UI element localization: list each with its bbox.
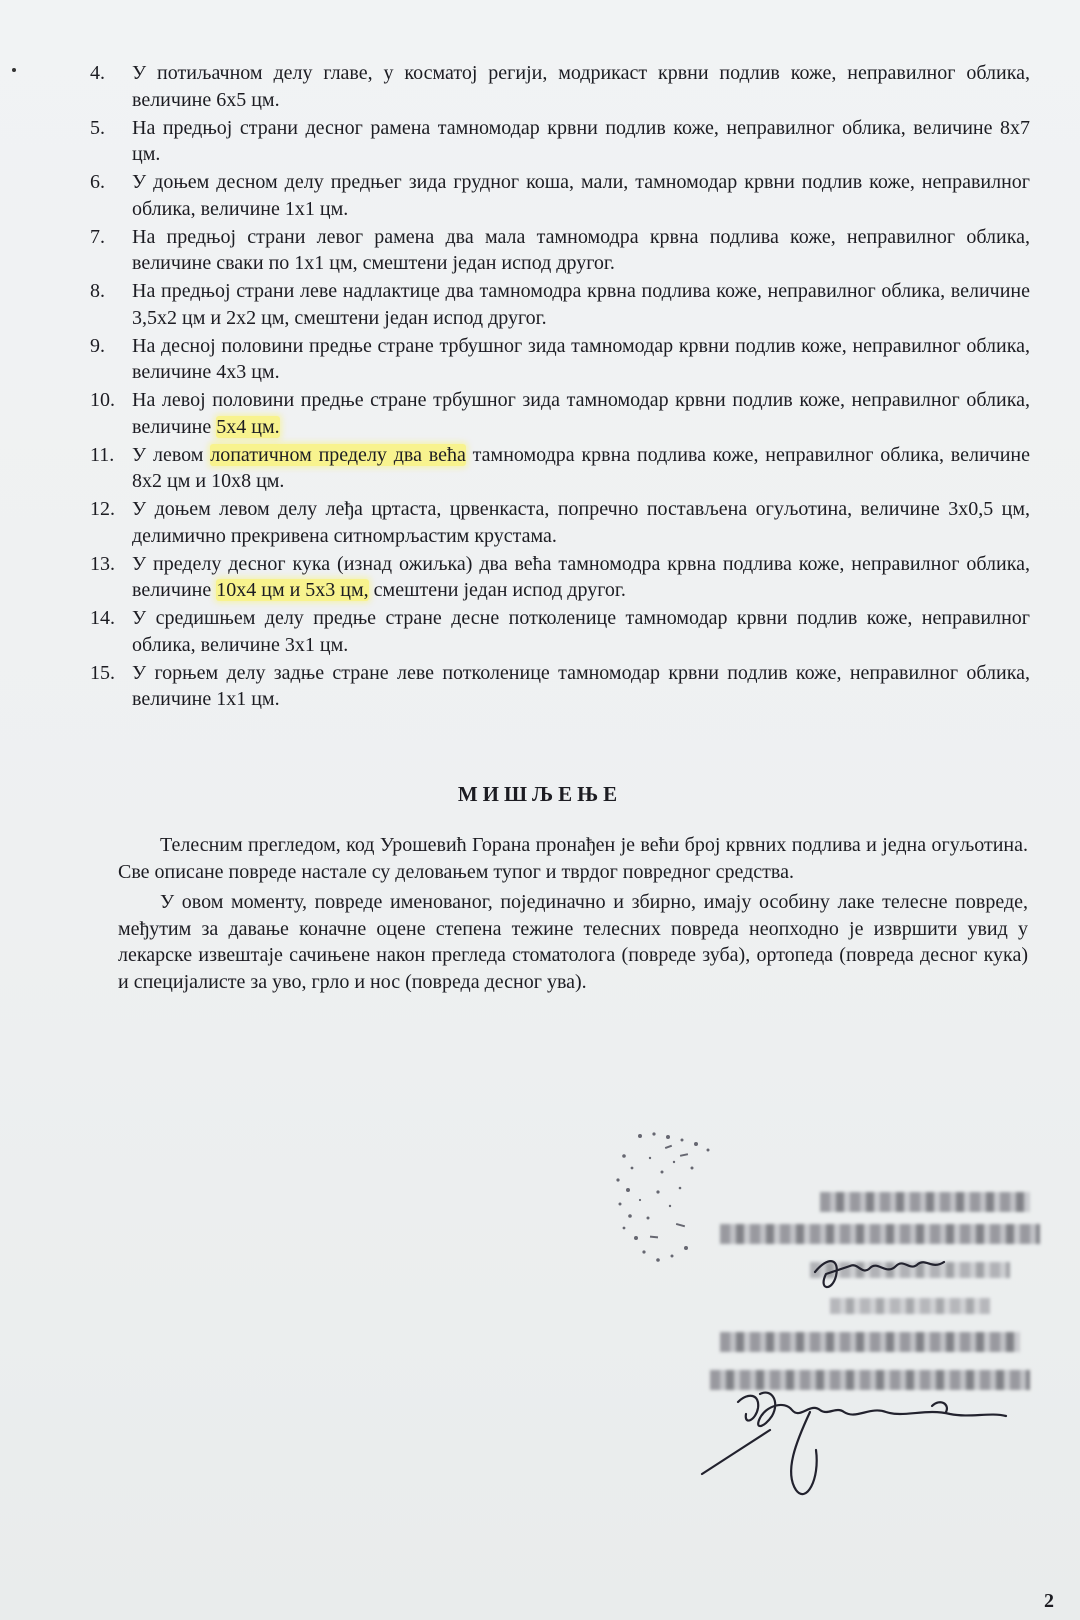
finding-text: На десној половини предње стране трбушног зида тамномодар крвни подлив коже, неправилног облика, величине 4х3 цм. — [132, 334, 1030, 383]
finding-item — [90, 551, 1030, 604]
highlighted-text: лопатичном пределу два већа — [210, 443, 466, 466]
finding-number: 12. — [90, 498, 115, 520]
finding-number: 14. — [90, 607, 115, 629]
finding-text: У потиљачном делу главе, у косматој регији, модрикаст крвни подлив коже, неправилног облика, величине 6х5 цм. — [132, 62, 1030, 111]
finding-number: 9. — [90, 334, 105, 357]
finding-text: У доњем десном делу предњег зида грудног коша, мали, тамномодар крвни подлив коже, неправилног облика, величине 1х1 цм. — [132, 171, 1030, 220]
finding-text: У пределу десног кука (изнад ожиљка) два већа тамномодра крвна подлива коже, неправилног облика, величине 10х4 цм и 5х3 цм, смештени један испод другог. — [132, 552, 1030, 601]
finding-number: 13. — [90, 552, 115, 575]
finding-item — [90, 333, 1030, 386]
finding-item — [90, 224, 1030, 277]
finding-text: На предњој страни леве надлактице два тамномодра крвна подлива коже, неправилног облика, величине 3,5х2 цм и 2х2 цм, смештени један испод другог. — [132, 280, 1030, 329]
finding-item — [90, 442, 1030, 495]
finding-text: У горњем делу задње стране леве потколенице тамномодар крвни подлив коже, неправилног облика, величине 1х1 цм. — [132, 661, 1030, 710]
opinion-heading: МИШЉЕЊЕ — [457, 782, 623, 806]
finding-item — [90, 169, 1030, 222]
finding-number: 6. — [90, 171, 105, 193]
finding-text: На предњој страни левог рамена два мала тамномодра крвна подлива коже, неправилног облика, величине сваки по 1х1 цм, смештени један испод другог. — [132, 225, 1030, 274]
finding-text: На левој половини предње стране трбушног зида тамномодар крвни подлив коже, неправилног облика, величине 5х4 цм. — [132, 389, 1030, 438]
finding-number: 11. — [90, 443, 115, 466]
finding-number: 8. — [90, 280, 105, 302]
finding-item — [90, 115, 1030, 168]
finding-item — [90, 496, 1030, 549]
opinion-section — [118, 832, 1028, 999]
handwritten-signature — [700, 1180, 1060, 1510]
finding-item — [90, 660, 1030, 713]
finding-number: 4. — [90, 62, 105, 84]
page-number: 2 — [1044, 1590, 1054, 1612]
finding-item — [90, 60, 1030, 113]
finding-number: 15. — [90, 661, 115, 684]
finding-item — [90, 278, 1030, 331]
findings-list — [90, 60, 1030, 714]
finding-text: На предњој страни десног рамена тамномодар крвни подлив коже, неправилног облика, величине 8х7 цм. — [132, 116, 1030, 165]
finding-number: 5. — [90, 116, 105, 139]
opinion-paragraph: У овом моменту, повреде именованог, појединачно и збирно, имају особину лаке телесне повреде, међутим за давање коначне оцене степена тежине телесних повреда неопходно је извршити увид у лекарске извештаје сачињене након прегледа стоматолога (повреде зуба), ортопеда (повреда десног кука) и специјалисте за уво, грло и нос (повреда десног ува). — [118, 891, 1028, 993]
opinion-paragraph: Телесним прегледом, код Урошевић Горана пронађен је већи број крвних подлива и једна огуљотина. Све описане повреде настале су деловањем тупог и тврдог повредног средства. — [118, 834, 1028, 883]
finding-text: У средишњем делу предње стране десне потколенице тамномодар крвни подлив коже, неправилног облика, величине 3х1 цм. — [132, 607, 1030, 656]
finding-number: 7. — [90, 225, 105, 248]
highlighted-text: 5х4 цм. — [216, 415, 280, 438]
signature-block — [700, 1180, 1060, 1510]
finding-text: У доњем левом делу леђа цртаста, црвенкаста, попречно постављена огуљотина, величине 3х0,5 цм, делимично прекривена ситномрљастим крустама. — [132, 498, 1030, 547]
finding-number: 10. — [90, 389, 115, 411]
highlighted-text: 10х4 цм и 5х3 цм, — [216, 579, 369, 601]
finding-item — [90, 387, 1030, 440]
finding-item — [90, 605, 1030, 658]
finding-text: У левом лопатичном пределу два већа тамномодра крвна подлива коже, неправилног облика, величине 8х2 цм и 10х8 цм. — [132, 443, 1031, 492]
stray-ink-mark — [12, 68, 16, 72]
